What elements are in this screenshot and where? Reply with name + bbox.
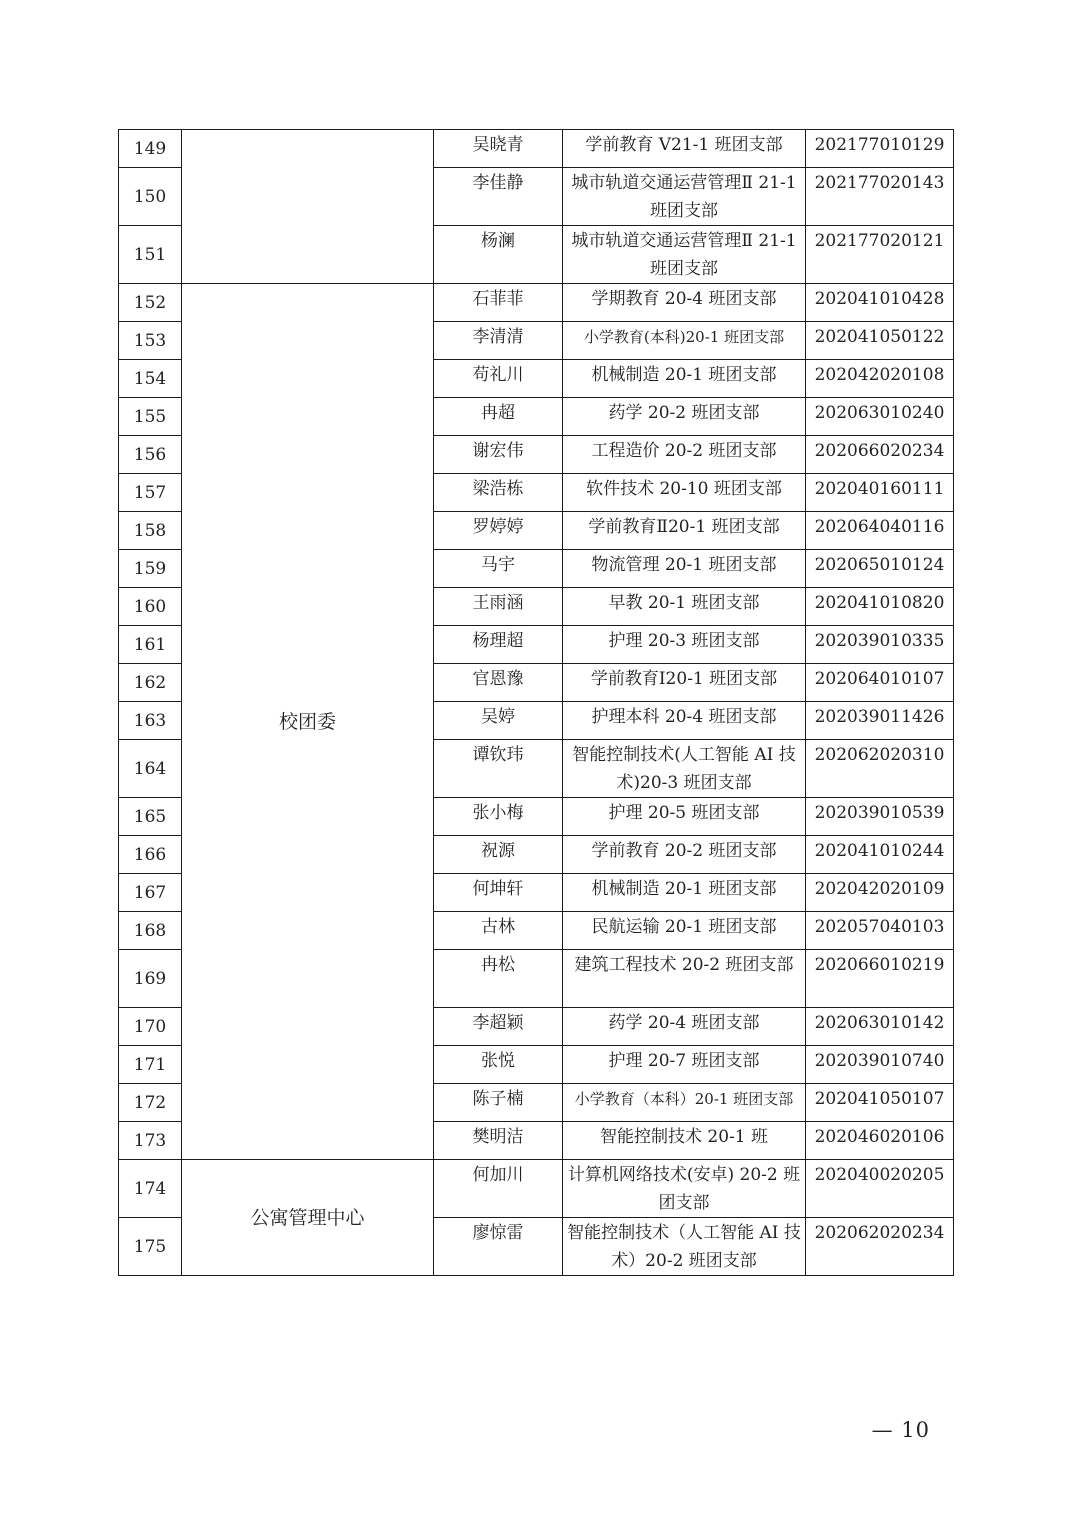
row-number: 159: [119, 550, 182, 588]
row-number: 170: [119, 1008, 182, 1046]
member-name: 吴晓青: [434, 130, 563, 168]
member-name: 张悦: [434, 1046, 563, 1084]
student-id: 202041010428: [806, 284, 954, 322]
department-cell: 公寓管理中心: [182, 1160, 434, 1276]
class-branch: 物流管理 20-1 班团支部: [563, 550, 806, 588]
class-branch: 小学教育（本科）20-1 班团支部: [563, 1084, 806, 1122]
member-name: 陈子楠: [434, 1084, 563, 1122]
member-name: 何加川: [434, 1160, 563, 1218]
table-row: [119, 130, 954, 168]
class-branch: 小学教育(本科)20-1 班团支部: [563, 322, 806, 360]
student-id: 202039010740: [806, 1046, 954, 1084]
table-row: [119, 1160, 954, 1218]
class-branch: 机械制造 20-1 班团支部: [563, 874, 806, 912]
row-number: 157: [119, 474, 182, 512]
member-name: 马宇: [434, 550, 563, 588]
class-branch: 智能控制技术（人工智能 AI 技术）20-2 班团支部: [563, 1218, 806, 1276]
student-id: 202062020234: [806, 1218, 954, 1276]
row-number: 164: [119, 740, 182, 798]
row-number: 150: [119, 168, 182, 226]
row-number: 154: [119, 360, 182, 398]
member-name: 冉超: [434, 398, 563, 436]
member-name: 李佳静: [434, 168, 563, 226]
row-number: 152: [119, 284, 182, 322]
department-cell: [182, 130, 434, 284]
student-id: 202040160111: [806, 474, 954, 512]
department-cell: 校团委: [182, 284, 434, 1160]
member-name: 吴婷: [434, 702, 563, 740]
class-branch: 工程造价 20-2 班团支部: [563, 436, 806, 474]
row-number: 165: [119, 798, 182, 836]
row-number: 156: [119, 436, 182, 474]
class-branch: 护理本科 20-4 班团支部: [563, 702, 806, 740]
row-number: 163: [119, 702, 182, 740]
student-id: 202177020143: [806, 168, 954, 226]
member-name: 谭钦玮: [434, 740, 563, 798]
student-id: 202042020108: [806, 360, 954, 398]
row-number: 173: [119, 1122, 182, 1160]
class-branch: 学前教育Ⅰ20-1 班团支部: [563, 664, 806, 702]
student-id: 202065010124: [806, 550, 954, 588]
class-branch: 智能控制技术 20-1 班: [563, 1122, 806, 1160]
member-name: 苟礼川: [434, 360, 563, 398]
row-number: 151: [119, 226, 182, 284]
member-name: 石菲菲: [434, 284, 563, 322]
student-id: 202040020205: [806, 1160, 954, 1218]
class-branch: 护理 20-7 班团支部: [563, 1046, 806, 1084]
class-branch: 智能控制技术(人工智能 AI 技术)20-3 班团支部: [563, 740, 806, 798]
row-number: 175: [119, 1218, 182, 1276]
row-number: 171: [119, 1046, 182, 1084]
row-number: 160: [119, 588, 182, 626]
member-name: 杨澜: [434, 226, 563, 284]
student-id: 202041050107: [806, 1084, 954, 1122]
class-branch: 药学 20-2 班团支部: [563, 398, 806, 436]
member-name: 何坤轩: [434, 874, 563, 912]
class-branch: 学前教育 V21-1 班团支部: [563, 130, 806, 168]
row-number: 169: [119, 950, 182, 1008]
member-name: 冉松: [434, 950, 563, 1008]
student-id: 202064040116: [806, 512, 954, 550]
class-branch: 软件技术 20-10 班团支部: [563, 474, 806, 512]
student-id: 202062020310: [806, 740, 954, 798]
member-name: 杨理超: [434, 626, 563, 664]
class-branch: 早教 20-1 班团支部: [563, 588, 806, 626]
member-name: 梁浩栋: [434, 474, 563, 512]
class-branch: 城市轨道交通运营管理Ⅱ 21-1 班团支部: [563, 168, 806, 226]
row-number: 161: [119, 626, 182, 664]
student-id: 202041050122: [806, 322, 954, 360]
row-number: 172: [119, 1084, 182, 1122]
student-id: 202039011426: [806, 702, 954, 740]
table-row: [119, 284, 954, 322]
student-id: 202064010107: [806, 664, 954, 702]
member-name: 李超颖: [434, 1008, 563, 1046]
student-id: 202066010219: [806, 950, 954, 1008]
student-id: 202063010142: [806, 1008, 954, 1046]
class-branch: 学前教育 20-2 班团支部: [563, 836, 806, 874]
roster-table: [118, 129, 954, 1276]
row-number: 158: [119, 512, 182, 550]
member-name: 祝源: [434, 836, 563, 874]
roster-body: [119, 130, 954, 1276]
member-name: 古林: [434, 912, 563, 950]
member-name: 张小梅: [434, 798, 563, 836]
student-id: 202046020106: [806, 1122, 954, 1160]
row-number: 168: [119, 912, 182, 950]
row-number: 155: [119, 398, 182, 436]
row-number: 166: [119, 836, 182, 874]
student-id: 202042020109: [806, 874, 954, 912]
row-number: 153: [119, 322, 182, 360]
member-name: 谢宏伟: [434, 436, 563, 474]
student-id: 202177010129: [806, 130, 954, 168]
member-name: 罗婷婷: [434, 512, 563, 550]
class-branch: 药学 20-4 班团支部: [563, 1008, 806, 1046]
student-id: 202066020234: [806, 436, 954, 474]
row-number: 174: [119, 1160, 182, 1218]
row-number: 149: [119, 130, 182, 168]
student-id: 202041010244: [806, 836, 954, 874]
class-branch: 建筑工程技术 20-2 班团支部: [563, 950, 806, 1008]
page-number: — 10: [871, 1418, 930, 1442]
student-id: 202039010539: [806, 798, 954, 836]
class-branch: 民航运输 20-1 班团支部: [563, 912, 806, 950]
class-branch: 学期教育 20-4 班团支部: [563, 284, 806, 322]
row-number: 167: [119, 874, 182, 912]
class-branch: 学前教育Ⅱ20-1 班团支部: [563, 512, 806, 550]
student-id: 202057040103: [806, 912, 954, 950]
student-id: 202041010820: [806, 588, 954, 626]
member-name: 王雨涵: [434, 588, 563, 626]
student-id: 202063010240: [806, 398, 954, 436]
member-name: 樊明洁: [434, 1122, 563, 1160]
member-name: 李清清: [434, 322, 563, 360]
row-number: 162: [119, 664, 182, 702]
class-branch: 计算机网络技术(安卓) 20-2 班团支部: [563, 1160, 806, 1218]
member-name: 官恩豫: [434, 664, 563, 702]
class-branch: 护理 20-5 班团支部: [563, 798, 806, 836]
student-id: 202177020121: [806, 226, 954, 284]
class-branch: 城市轨道交通运营管理Ⅱ 21-1 班团支部: [563, 226, 806, 284]
student-id: 202039010335: [806, 626, 954, 664]
member-name: 廖惊雷: [434, 1218, 563, 1276]
class-branch: 护理 20-3 班团支部: [563, 626, 806, 664]
class-branch: 机械制造 20-1 班团支部: [563, 360, 806, 398]
